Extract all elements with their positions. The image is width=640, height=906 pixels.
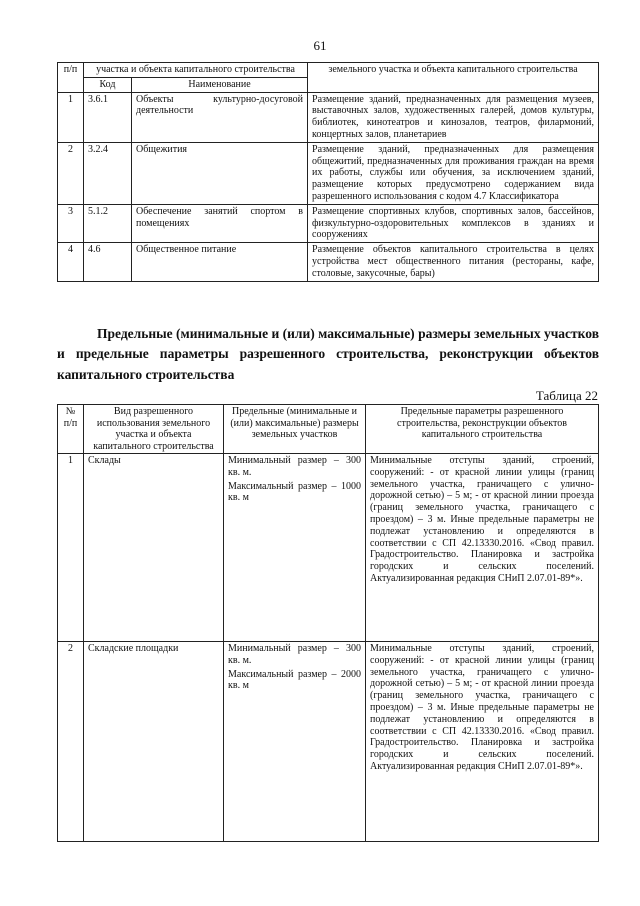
row-vid: Складские площадки: [84, 642, 224, 842]
row-name: Общественное питание: [132, 243, 308, 281]
row-code: 3.6.1: [84, 92, 132, 142]
row-description: Размещение объектов капитального строительства в целях устройства мест общественного питания (рестораны, кафе, столовые, закусочные, бары): [308, 243, 599, 281]
row-name: Объекты культурно-досуговой деятельности: [132, 92, 308, 142]
table-row: [58, 454, 599, 642]
row-description: Размещение зданий, предназначенных для размещения музеев, выставочных залов, художественных галерей, домов культуры, библиотек, кинотеатров и кинозалов, театров, филармоний, концертных залов, планетариев: [308, 92, 599, 142]
header-name: Наименование: [132, 77, 308, 92]
row-description: Размещение спортивных клубов, спортивных залов, бассейнов, физкультурно-оздоровительных комплексов в зданиях и сооружениях: [308, 204, 599, 242]
section-title: Предельные (минимальные и (или) максимальные) размеры земельных участков и предельные параметры разрешенного строительства, реконструкции объектов капитального строительства: [57, 326, 599, 382]
table-header-row: [58, 63, 599, 78]
size-max: Максимальный размер – 2000 кв. м: [228, 668, 361, 692]
row-number: 2: [58, 142, 84, 204]
page-number: 61: [313, 38, 327, 53]
row-vid: Склады: [84, 454, 224, 642]
row-description: Размещение зданий, предназначенных для размещения общежитий, предназначенных для проживания граждан на время их работы, службы или обучения, за исключением зданий, размещение которых предусмотрено содержанием вида разрешенного использования с кодом 4.7 Классификатора: [308, 142, 599, 204]
size-max: Максимальный размер – 1000 кв. м: [228, 480, 361, 504]
row-params: Минимальные отступы зданий, строений, сооружений: - от красной линии улицы (границ земельного участка, граничащего с улично-дорожной сетью) – 5 м; - от красной линии проезда (границ земельного участка, граничащего с проездом) – 3 м. Иные предельные параметры не подлежат установлению и определяются в соответствии с СП 42.13330.2016. «Свод правил. Градостроительство. Планировка и застройка городских и сельских поселений. Актуализированная редакция СНиП 2.07.01-89*».: [366, 642, 599, 842]
row-name: Обеспечение занятий спортом в помещениях: [132, 204, 308, 242]
parameters-table: [57, 404, 599, 842]
table-row: [58, 204, 599, 242]
header-size: Предельные (минимальные и (или) максимальные) размеры земельных участков: [224, 405, 366, 454]
size-min: Минимальный размер – 300 кв. м.: [228, 643, 361, 666]
header-vid: Вид разрешенного использования земельного участка и объекта капитального строительства: [84, 405, 224, 454]
row-number: 1: [58, 92, 84, 142]
table-row: [58, 142, 599, 204]
table-row: [58, 642, 599, 842]
row-number: 1: [58, 454, 84, 642]
row-code: 3.2.4: [84, 142, 132, 204]
row-number: 4: [58, 243, 84, 281]
header-params: Предельные параметры разрешенного строительства, реконструкции объектов капитального строительства: [366, 405, 599, 454]
row-code: 4.6: [84, 243, 132, 281]
row-params: Минимальные отступы зданий, строений, сооружений: - от красной линии улицы (границ земельного участка, граничащего с улично-дорожной сетью) – 5 м; - от красной линии проезда (границ земельного участка, граничащего с проездом) – 3 м. Иные предельные параметры не подлежат установлению и определяются в соответствии с СП 42.13330.2016. «Свод правил. Градостроительство. Планировка и застройка городских и сельских поселений. Актуализированная редакция СНиП 2.07.01-89*».: [366, 454, 599, 642]
use-types-table: [57, 62, 599, 282]
table-label: Таблица 22: [535, 388, 598, 403]
header-n: № п/п: [58, 405, 84, 454]
table-header-row: [58, 405, 599, 454]
table-row: [58, 243, 599, 281]
row-name: Общежития: [132, 142, 308, 204]
row-size: [224, 642, 366, 842]
header-n: п/п: [58, 63, 84, 93]
header-right: земельного участка и объекта капитального строительства: [308, 63, 599, 93]
row-size: [224, 454, 366, 642]
header-code: Код: [84, 77, 132, 92]
row-code: 5.1.2: [84, 204, 132, 242]
table-row: [58, 92, 599, 142]
row-number: 3: [58, 204, 84, 242]
row-number: 2: [58, 642, 84, 842]
size-min: Минимальный размер – 300 кв. м.: [228, 455, 361, 478]
header-group-left: участка и объекта капитального строительства: [84, 63, 308, 78]
